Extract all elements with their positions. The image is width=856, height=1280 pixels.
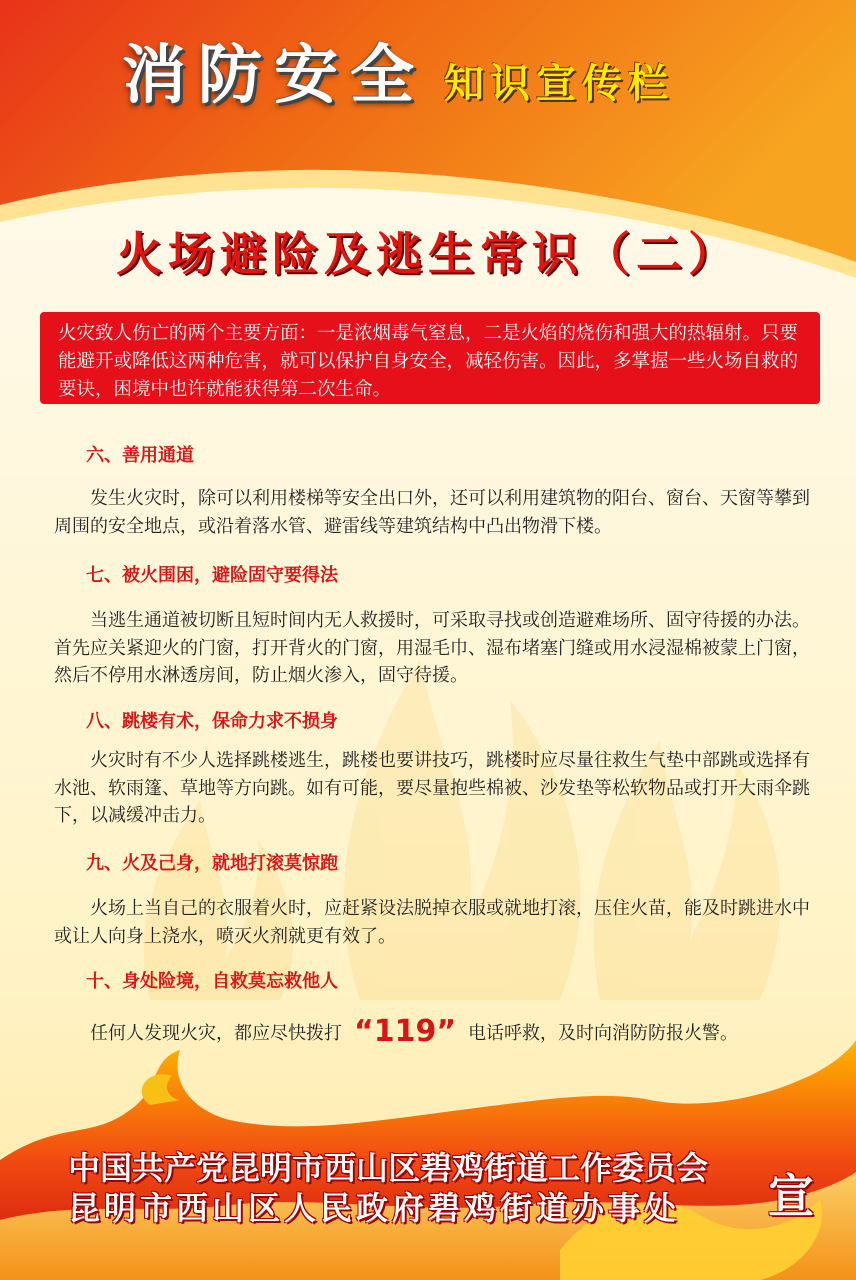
section-9-body: 火场上当自己的衣服着火时，应赶紧设法脱掉衣服或就地打滚，压住火苗，能及时跳进水中或让人向身上浇水，喷灭火剂就更有效了。	[54, 898, 810, 947]
footer-organizations	[68, 1148, 708, 1228]
section-9-title: 九、火及己身，就地打滚莫惊跑	[86, 853, 338, 874]
section-10-text-after: 电话呼救，及时向消防防报火警。	[468, 1022, 739, 1044]
intro-box	[40, 312, 820, 404]
section-heading: 火场避险及逃生常识（二）	[116, 227, 740, 281]
section-6-body: 发生火灾时，除可以利用楼梯等安全出口外，还可以利用建筑物的阳台、窗台、天窗等攀到周围的安全地点，或沿着落水管、避雷线等建筑结构中凸出物滑下楼。	[54, 488, 810, 537]
section-8-body: 火灾时有不少人选择跳楼逃生，跳楼也要讲技巧，跳楼时应尽量往救生气垫中部跳或选择有水池、软雨篷、草地等方向跳。如有可能，要尽量抱些棉被、沙发垫等松软物品或打开大雨伞跳下，以减缓冲击力。	[54, 750, 810, 826]
intro-text: 火灾致人伤亡的两个主要方面：一是浓烟毒气窒息，二是火焰的烧伤和强大的热辐射。只要能避开或降低这两种危害，就可以保护自身安全，减轻伤害。因此，多掌握一些火场自救的要诀，困境中也许就能获得第二次生命。	[58, 323, 799, 400]
section-8-title: 八、跳楼有术，保命力求不损身	[86, 711, 338, 732]
hotline-number: “119”	[354, 1014, 457, 1049]
main-title: 消防安全	[122, 39, 426, 113]
footer-line-1: 中国共产党昆明市西山区碧鸡街道工作委员会	[68, 1149, 709, 1187]
footer-xuan: 宣	[768, 1169, 814, 1223]
section-10-text-before: 任何人发现火灾，都应尽快拨打	[90, 1022, 342, 1044]
section-7-title: 七、被火围困，避险固守要得法	[86, 565, 338, 586]
section-10-title: 十、身处险境，自救莫忘救他人	[86, 971, 338, 992]
header-title	[122, 39, 674, 113]
section-7-body: 当逃生通道被切断且短时间内无人救援时，可采取寻找或创造避难场所、固守待援的办法。首先应关紧迎火的门窗，打开背火的门窗，用湿毛巾、湿布堵塞门缝或用水浸湿棉被蒙上门窗，然后不停用水淋透房间，防止烟火渗入，固守待援。	[54, 610, 810, 686]
section-10-body	[90, 1014, 738, 1049]
section-6-title: 六、善用通道	[86, 445, 194, 466]
sub-title: 知识宣传栏	[444, 61, 674, 107]
footer-line-2: 昆明市西山区人民政府碧鸡街道办事处	[68, 1189, 681, 1227]
